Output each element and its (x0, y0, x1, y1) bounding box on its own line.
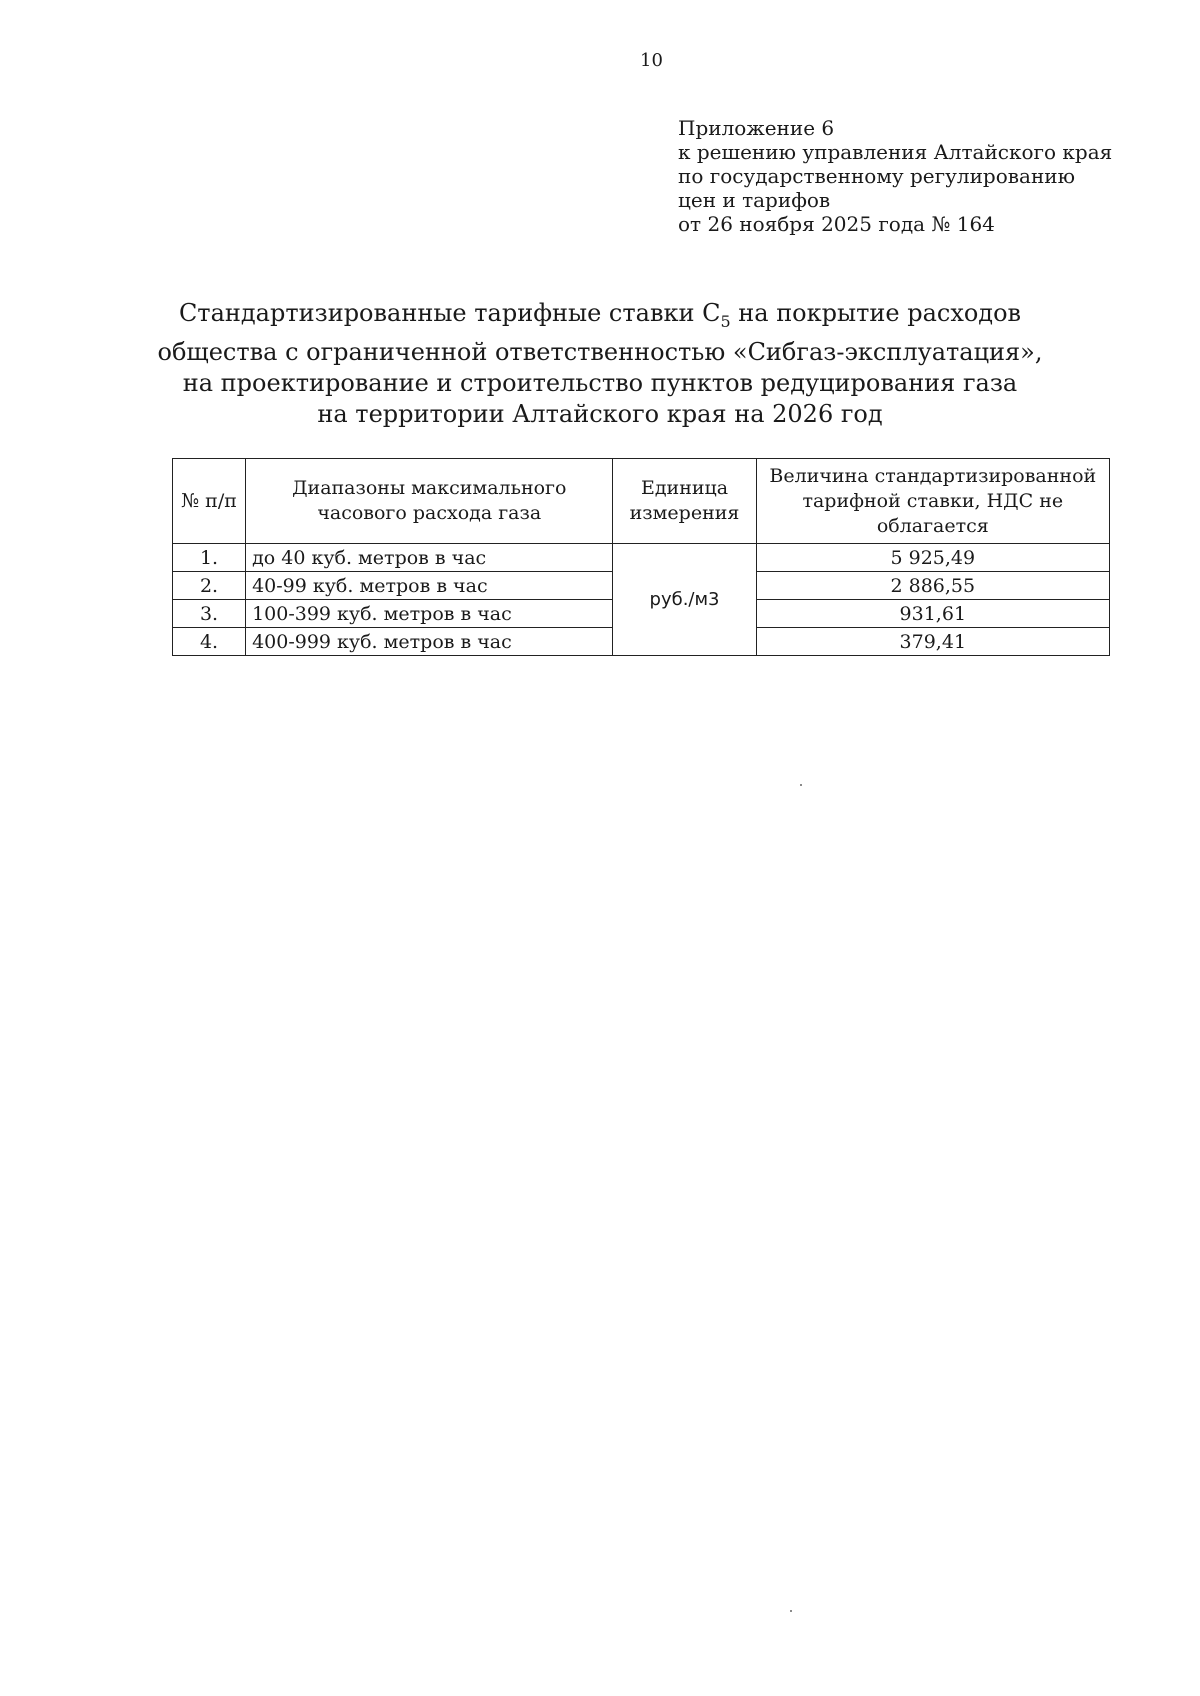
title-text: на покрытие расходов (730, 299, 1022, 327)
scan-speck (800, 784, 802, 786)
row-value: 931,61 (756, 600, 1109, 628)
title-text: Стандартизированные тарифные ставки С (178, 299, 721, 327)
title-line: на территории Алтайского края на 2026 год (317, 399, 883, 428)
header-num: № п/п (173, 459, 246, 544)
title-subscript: 5 (720, 311, 731, 331)
appendix-line: по государственному регулированию (678, 164, 1076, 188)
table-header-row (173, 459, 1110, 544)
row-value: 2 886,55 (756, 572, 1109, 600)
appendix-line: Приложение 6 (678, 116, 835, 140)
row-value: 5 925,49 (756, 544, 1109, 572)
document-title (150, 298, 1050, 430)
appendix-line: цен и тарифов (678, 188, 831, 212)
header-range: Диапазоны максимального часового расхода газа (246, 459, 613, 544)
row-range: 40-99 куб. метров в час (246, 572, 613, 600)
page-number: 10 (640, 50, 663, 71)
title-line: на проектирование и строительство пунктов редуцирования газа (182, 368, 1018, 397)
row-value: 379,41 (756, 628, 1109, 656)
tariff-table (172, 458, 1110, 656)
scan-speck (790, 1610, 792, 1612)
header-unit: Единица измерения (613, 459, 756, 544)
row-num: 4. (173, 628, 246, 656)
row-num: 2. (173, 572, 246, 600)
row-num: 3. (173, 600, 246, 628)
unit-cell: руб./м3 (613, 544, 756, 656)
header-value: Величина стандартизированной тарифной ставки, НДС не облагается (756, 459, 1109, 544)
appendix-line: от 26 ноября 2025 года № 164 (678, 212, 995, 236)
appendix-line: к решению управления Алтайского края (678, 140, 1113, 164)
row-range: 100-399 куб. метров в час (246, 600, 613, 628)
row-range: 400-999 куб. метров в час (246, 628, 613, 656)
row-range: до 40 куб. метров в час (246, 544, 613, 572)
title-line (150, 298, 1050, 337)
table-row (173, 544, 1110, 572)
row-num: 1. (173, 544, 246, 572)
title-line: общества с ограниченной ответственностью «Сибгаз-эксплуатация», (157, 337, 1043, 366)
appendix-block (678, 116, 1112, 236)
